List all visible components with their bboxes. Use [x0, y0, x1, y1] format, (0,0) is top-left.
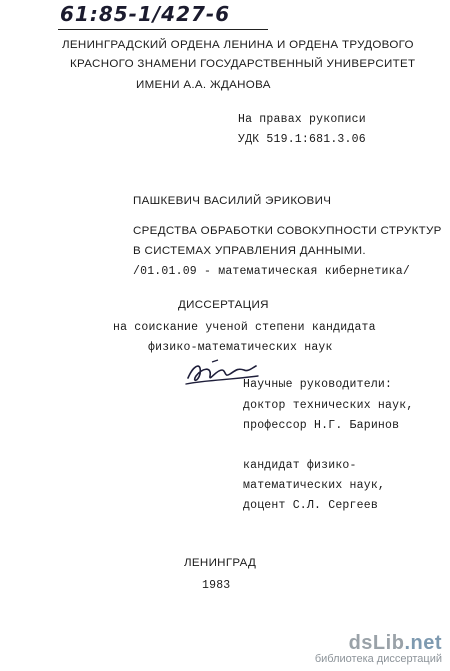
degree-line-1: на соискание ученой степени кандидата [113, 321, 376, 334]
title-line-1: СРЕДСТВА ОБРАБОТКИ СОВОКУПНОСТИ СТРУКТУР [133, 225, 442, 237]
manuscript-rights: На правах рукописи [238, 113, 366, 126]
watermark-logo [315, 632, 442, 655]
supervisor-2-name: доцент С.Л. Сергеев [243, 499, 378, 512]
handwritten-underline [58, 29, 268, 30]
university-line-3: ИМЕНИ А.А. ЖДАНОВА [136, 79, 271, 91]
author-name: ПАШКЕВИЧ ВАСИЛИЙ ЭРИКОВИЧ [133, 195, 332, 207]
title-line-2: В СИСТЕМАХ УПРАВЛЕНИЯ ДАННЫМИ. [133, 245, 366, 257]
watermark-subtitle: библиотека диссертаций [314, 653, 442, 665]
university-line-2: КРАСНОГО ЗНАМЕНИ ГОСУДАРСТВЕННЫЙ УНИВЕРСИТЕТ [70, 58, 416, 70]
supervisor-1-name: профессор Н.Г. Баринов [243, 419, 400, 432]
watermark-logo-suffix: .net [404, 632, 442, 654]
watermark-logo-prefix: dsLib [348, 632, 405, 654]
degree-line-2: физико-математических наук [148, 341, 333, 354]
supervisor-2-degree-2: математических наук, [243, 479, 386, 492]
handwritten-catalog-code: 61:85-1/427-6 [60, 2, 231, 26]
place: ЛЕНИНГРАД [184, 557, 257, 569]
supervisor-2-degree-1: кандидат физико- [243, 459, 357, 472]
university-line-1: ЛЕНИНГРАДСКИЙ ОРДЕНА ЛЕНИНА И ОРДЕНА ТРУДОВОГО [62, 39, 414, 51]
specialty-code: /01.01.09 - математическая кибернетика/ [133, 265, 410, 278]
supervisors-label: Научные руководители: [243, 378, 393, 391]
year: 1983 [202, 579, 231, 592]
dissertation-label: ДИССЕРТАЦИЯ [178, 299, 269, 311]
watermark [315, 632, 442, 665]
supervisor-1-degree: доктор технических наук, [243, 399, 414, 412]
udk-code: УДК 519.1:681.3.06 [238, 133, 366, 146]
